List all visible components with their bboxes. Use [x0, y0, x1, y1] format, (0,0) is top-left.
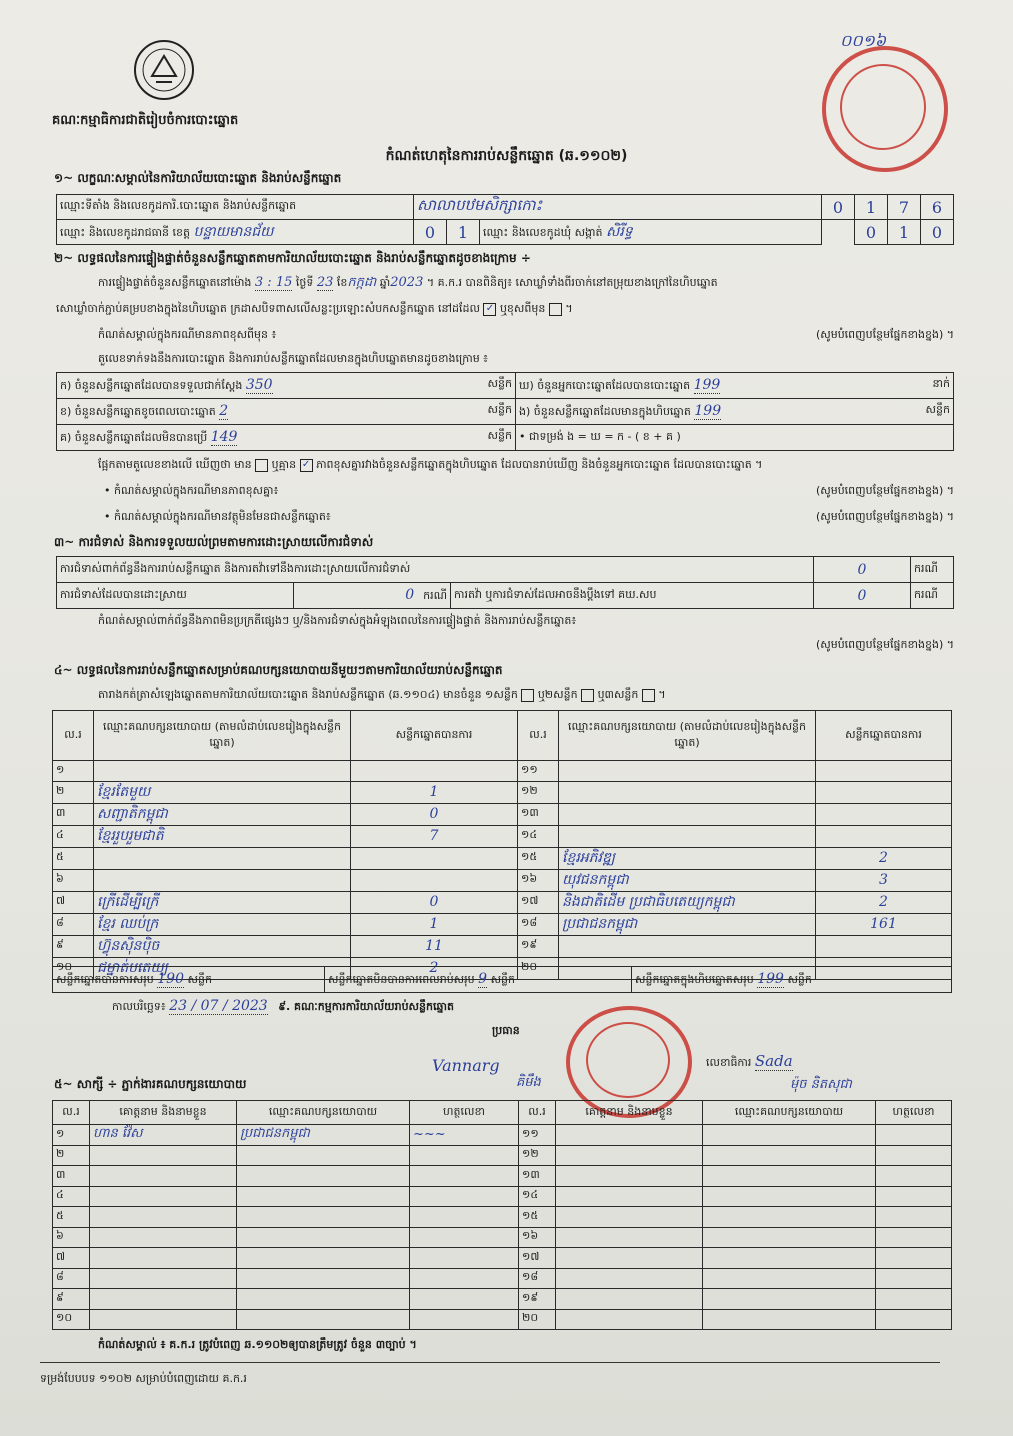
col-no: ល.រ: [53, 711, 94, 761]
seal-status-text: សោឃ្លាំចាក់ភ្ជាប់គម្របខាងក្នុងនៃហិបឆ្នោត ក្រដាសបិទពាសលើសន្លះប្រឡោះសំបកសន្លឹកឆ្នោត នៅដដែល: [56, 302, 480, 315]
witness-party: [237, 1166, 410, 1187]
witness-signature: [410, 1289, 519, 1310]
witness-party: [237, 1207, 410, 1228]
figure-label: ក) ចំនួនសន្លឹកឆ្នោតដែលបានទទួលជាក់ស្តែង: [60, 378, 243, 392]
unit: សន្លឹក: [490, 972, 516, 986]
difference-note-label: កំណត់សម្គាល់ក្នុងករណីមានភាពខុសពីមុន ៖: [98, 328, 277, 341]
figure-label: ឃ) ចំនួនអ្នកបោះឆ្នោតដែលបានបោះឆ្នោត: [519, 378, 691, 392]
total-invalid-value: 9: [478, 970, 488, 987]
witness-signature: [876, 1207, 952, 1228]
totals-table: [52, 966, 952, 993]
witness-name: [90, 1289, 237, 1310]
witness-name: [90, 1166, 237, 1187]
witness-party: [237, 1268, 410, 1289]
witness-signature: [410, 1166, 519, 1187]
unit: សន្លឹក: [925, 402, 950, 416]
witness-party: ប្រជាជនកម្ពុជា: [237, 1125, 410, 1146]
objection-label: ការជំទាស់ពាក់ព័ន្ធនឹងការរាប់សន្លឹកឆ្នោត និងការតវ៉ាទៅនឹងការដោះស្រាយលើការជំទាស់: [57, 557, 814, 583]
vote-count: 2: [816, 847, 952, 869]
col-no: ល.រ: [518, 711, 559, 761]
witness-signature: [410, 1227, 519, 1248]
commune-label: [480, 220, 822, 245]
check-time-label: ការផ្ទៀងផ្ទាត់ចំនួនសន្លឹកឆ្នោតនៅម៉ោង: [98, 276, 252, 289]
witness-signature: [876, 1186, 952, 1207]
form-label: ទម្រង់បែបបទ ១១០២ សម្រាប់បំពេញដោយ គ.ក.រ: [40, 1372, 247, 1385]
row-number: ១០: [53, 1309, 90, 1330]
witness-signature: [876, 1268, 952, 1289]
party-name: [559, 781, 816, 803]
vote-count: 2: [351, 957, 518, 979]
site-code-digit: 1: [855, 195, 888, 220]
party-name: [559, 761, 816, 782]
row-number: ១៤: [518, 825, 559, 847]
three-sheets-label: ឬ៣សន្លឹក: [597, 688, 639, 701]
vote-count: [816, 781, 952, 803]
vote-count: 2: [816, 891, 952, 913]
witness-party: [703, 1125, 876, 1146]
row-number: ៨: [53, 913, 94, 935]
check-month: កក្កដា: [347, 275, 377, 290]
appeal-count: 0: [814, 583, 911, 609]
table-row: [53, 913, 952, 935]
resolved-count: 0: [405, 586, 415, 603]
vote-count: 161: [816, 913, 952, 935]
unit: សន្លឹក: [487, 402, 512, 416]
table-row: [53, 935, 952, 957]
col-signature: ហត្ថលេខា: [410, 1101, 519, 1125]
has-difference-checkbox[interactable]: [255, 459, 268, 472]
row-number: ១៨: [518, 913, 559, 935]
different-label: ឬខុសពីមុន: [499, 302, 546, 315]
total-invalid: [325, 967, 632, 993]
row-number: ១៧: [518, 891, 559, 913]
vote-count: [816, 825, 952, 847]
two-sheets-checkbox[interactable]: [581, 689, 594, 702]
row-number: ១៤: [519, 1186, 556, 1207]
row-number: ១៦: [518, 869, 559, 891]
witness-name: [90, 1145, 237, 1166]
figure-row: [57, 399, 516, 425]
voters-voted: 199: [693, 376, 721, 393]
row-number: ៦: [53, 869, 94, 891]
no-difference-checkbox[interactable]: ✓: [300, 459, 313, 472]
footer-note: កំណត់សម្គាល់ ៖ គ.ក.រ ត្រូវបំពេញ ឆ.១១០២ឲ្យបានត្រឹមត្រូវ ចំនួន ៣ច្បាប់ ។: [98, 1338, 417, 1351]
irregularity-note: កំណត់សម្គាល់ពាក់ព័ន្ធនឹងភាពមិនប្រក្រតីផ្សេងៗ ឬ/និងការជំទាស់ក្នុងអំឡុងពេលនៃការផ្ទៀងផ្ទាត់ និងការរាប់សន្លឹកឆ្នោត៖: [98, 614, 577, 627]
witness-name: [556, 1145, 703, 1166]
row-number: ១: [53, 761, 94, 782]
col-votes: សន្លឹកឆ្នោតបានការ: [816, 711, 952, 761]
ballots-spoiled: 2: [219, 402, 229, 419]
witness-name: [90, 1248, 237, 1269]
total-valid: [53, 967, 325, 993]
commune-code-digit: 0: [921, 220, 954, 245]
col-no: ល.រ: [53, 1101, 90, 1125]
form-title: កំណត់ហេតុនៃការរាប់សន្លឹកឆ្នោត (ឆ.១១០២): [385, 148, 628, 164]
vote-count: 0: [351, 803, 518, 825]
total-box: [632, 967, 952, 993]
party-name: ខ្មែរអភិវឌ្ឍ: [559, 847, 816, 869]
witness-signature: [410, 1145, 519, 1166]
unit: សន្លឹក: [787, 972, 812, 986]
figure-label: គ) ចំនួនសន្លឹកឆ្នោតដែលមិនបានប្រើ: [60, 430, 208, 444]
party-name: ខ្មែរ ឈប់ក្រ: [94, 913, 351, 935]
row-number: ៤: [53, 1186, 90, 1207]
month-label: ខែ: [336, 276, 348, 289]
witness-name: [90, 1207, 237, 1228]
tally-note: តារាងកត់ត្រាសំឡេងឆ្នោតតាមការិយាល័យបោះឆ្នោត និងរាប់សន្លឹកឆ្នោត (ឆ.១១០៤) មានចំនួន ១សន្លឹក: [98, 688, 518, 701]
total-valid-value: 190: [157, 970, 184, 987]
party-name: ហ៊្វុនស៊ិនប៉ិច: [94, 935, 351, 957]
witness-party: [703, 1145, 876, 1166]
vote-count: 11: [351, 935, 518, 957]
three-sheets-checkbox[interactable]: [642, 689, 655, 702]
row-number: ១៣: [519, 1166, 556, 1187]
witness-name: [90, 1186, 237, 1207]
ballot-figures-table: [56, 372, 954, 451]
row-number: ១៩: [519, 1289, 556, 1310]
check-time-line: [98, 274, 958, 293]
row-number: ៩: [53, 1289, 90, 1310]
year-label: ឆ្នាំ: [379, 276, 391, 289]
witness-party: [237, 1227, 410, 1248]
province-code-digit: 1: [447, 220, 480, 245]
discrepancy-label: ផ្អែកតាមតួលេខខាងលើ ឃើញថា មាន: [98, 458, 252, 471]
date-label: កាលបរិច្ឆេទ៖: [112, 1000, 166, 1013]
party-name: [94, 869, 351, 891]
date-line: [112, 998, 454, 1016]
one-sheet-checkbox[interactable]: [521, 689, 534, 702]
witness-party: [703, 1227, 876, 1248]
row-number: ១៥: [518, 847, 559, 869]
section3-heading: ៣~ ការជំទាស់ និងការទទួលយល់ព្រមតាមការដោះស្រាយលើការជំទាស់: [54, 535, 374, 549]
total-valid-label: សន្លឹកឆ្នោតបានការសរុប: [56, 972, 154, 986]
row-number: ៥: [53, 1207, 90, 1228]
col-name: គោត្តនាម និងនាមខ្លួន: [90, 1101, 237, 1125]
site-code-digit: 7: [888, 195, 921, 220]
witness-party: [703, 1309, 876, 1330]
witness-party: [237, 1248, 410, 1269]
check-time: 3 : 15: [254, 275, 293, 290]
chair-name: គិមឹង: [516, 1075, 541, 1090]
chair-label: ប្រធាន: [492, 1024, 520, 1037]
witness-signature: [876, 1248, 952, 1269]
witness-signature: [410, 1186, 519, 1207]
objections-table: [56, 556, 954, 609]
section2-heading: ២~ លទ្ធផលនៃការផ្ទៀងផ្ទាត់ចំនួនសន្លឹកឆ្នោតតាមការិយាល័យបោះឆ្នោត និងរាប់សន្លឹកឆ្នោតដូចខាងក្រោម ÷: [54, 251, 531, 265]
tally-sheets-line: តារាងកត់ត្រាសំឡេងឆ្នោតតាមការិយាល័យបោះឆ្នោត និងរាប់សន្លឹកឆ្នោត (ឆ.១១០៤) មានចំនួន ១សន្លឹក ឬ២សន្លឹក ឬ៣សន្លឹក ។: [98, 688, 666, 701]
row-number: ១១: [518, 761, 559, 782]
fill-back-note: (សូមបំពេញបន្ថែមផ្នែកខាងខ្នង) ។: [815, 484, 954, 497]
party-name: ខ្មែរតែមួយ: [94, 781, 351, 803]
total-invalid-label: សន្លឹកឆ្នោតមិនបានការពេលរាប់សរុប: [328, 972, 475, 986]
different-checkbox[interactable]: [549, 303, 562, 316]
row-number: ២: [53, 781, 94, 803]
appeal-label: ការតវ៉ា ឬការជំទាស់ដែលអាចនឹងប្តឹងទៅ គឃ.សប: [451, 583, 814, 609]
table-row: [53, 1227, 952, 1248]
table-row: [53, 847, 952, 869]
col-party: ឈ្មោះគណបក្សនយោបាយ (តាមលំដាប់លេខរៀងក្នុងសន្លឹកឆ្នោត): [559, 711, 816, 761]
unit: សន្លឹក: [187, 972, 212, 986]
witness-name: ហាន វ៉ែស: [90, 1125, 237, 1146]
footer-divider: [40, 1362, 940, 1363]
secretary-line: [706, 1052, 793, 1072]
discrepancy-text: ភាពខុសគ្នារវាងចំនួនសន្លឹកឆ្នោតក្នុងហិបឆ្នោត ដែលបានរាប់ឃើញ និងចំនួនអ្នកបោះឆ្នោត ដែលបានបោះឆ្នោត ។: [316, 458, 763, 471]
witness-name: [556, 1207, 703, 1228]
witness-party: [703, 1166, 876, 1187]
row-number: ៨: [53, 1268, 90, 1289]
vote-count: 7: [351, 825, 518, 847]
row-number: ៧: [53, 891, 94, 913]
province-label-text: ឈ្មោះ និងលេខកូដរាជធានី ខេត្ត: [60, 225, 190, 239]
witness-name: [556, 1125, 703, 1146]
bullet-note-1-label: • កំណត់សម្គាល់ក្នុងករណីមានភាពខុសគ្នា៖: [104, 484, 279, 497]
figure-row: [516, 373, 954, 399]
unit: សន្លឹក: [487, 428, 512, 442]
row-number: ១៥: [519, 1207, 556, 1228]
vote-count: [351, 761, 518, 782]
corner-note: ០០១៦: [840, 31, 887, 50]
table-row: [53, 1289, 952, 1310]
objection-count: 0: [814, 557, 911, 583]
party-name: [559, 803, 816, 825]
row-number: ២០: [518, 957, 559, 979]
witness-party: [237, 1186, 410, 1207]
figure-row: [57, 425, 516, 451]
commune-code-digit: 1: [888, 220, 921, 245]
committee-name: គណៈកម្មាធិការជាតិរៀបចំការបោះឆ្នោត: [52, 113, 239, 128]
nec-logo-icon: [132, 38, 196, 102]
party-name: ប្រជាជនកម្ពុជា: [559, 913, 816, 935]
witness-name: [556, 1227, 703, 1248]
witness-name: [556, 1166, 703, 1187]
unit: ករណី: [423, 588, 447, 602]
party-name: [94, 761, 351, 782]
unit: នាក់: [932, 376, 950, 390]
section5-heading: ៥~ សាក្សី ÷ ភ្នាក់ងារគណបក្សនយោបាយ: [54, 1077, 247, 1091]
table-row: [53, 825, 952, 847]
col-name: គោត្តនាម និងនាមខ្លួន: [556, 1101, 703, 1125]
party-name: [94, 847, 351, 869]
witness-signature: ~~~: [410, 1125, 519, 1146]
witness-signature: [876, 1227, 952, 1248]
col-votes: សន្លឹកឆ្នោតបានការ: [351, 711, 518, 761]
witness-name: [556, 1268, 703, 1289]
witness-name: [556, 1248, 703, 1269]
unit: សន្លឹក: [487, 376, 512, 390]
row-number: ១៣: [518, 803, 559, 825]
col-party: ឈ្មោះគណបក្សនយោបាយ (តាមលំដាប់លេខរៀងក្នុងសន្លឹកឆ្នោត): [94, 711, 351, 761]
witness-party: [703, 1268, 876, 1289]
witness-party: [703, 1207, 876, 1228]
province-name: បន្ទាយមានជ័យ: [193, 223, 274, 240]
witness-signature: [876, 1145, 952, 1166]
witness-party: [237, 1289, 410, 1310]
col-party: ឈ្មោះគណបក្សនយោបាយ: [703, 1101, 876, 1125]
table-row: [53, 869, 952, 891]
total-box-value: 199: [757, 970, 784, 987]
total-box-label: សន្លឹកឆ្នោតក្នុងហិបឆ្នោតសរុប: [635, 972, 754, 986]
check-day: 23: [316, 275, 334, 290]
check-year: 2023: [390, 275, 424, 290]
row-number: ១៦: [519, 1227, 556, 1248]
table-row: [53, 891, 952, 913]
table-row: [53, 1309, 952, 1330]
section4-heading: ៤~ លទ្ធផលនៃការរាប់សន្លឹកឆ្នោតសម្រាប់គណបក្សនយោបាយនីមួយៗតាមការិយាល័យរាប់សន្លឹកឆ្នោត: [54, 663, 503, 677]
date-value: 23 / 07 / 2023: [169, 998, 268, 1014]
witness-signature: [410, 1207, 519, 1228]
figure-row: [516, 399, 954, 425]
vote-count: [816, 935, 952, 957]
ballots-in-box: 199: [694, 402, 722, 419]
witness-party: [703, 1289, 876, 1310]
site-code-digit: 0: [822, 195, 855, 220]
vote-count: [351, 869, 518, 891]
party-name: ខ្មែររួបរួមជាតិ: [94, 825, 351, 847]
site-label: ឈ្មោះទីតាំង និងលេខកូដការិ.បោះឆ្នោត និងរាប់សន្លឹកឆ្នោត: [57, 195, 414, 220]
row-number: ១២: [518, 781, 559, 803]
vote-count: 1: [351, 781, 518, 803]
province-label: [57, 220, 414, 245]
table-row: [53, 1186, 952, 1207]
row-number: ៦: [53, 1227, 90, 1248]
vote-count: [816, 803, 952, 825]
row-number: ១១: [519, 1125, 556, 1146]
figure-label: ខ) ចំនួនសន្លឹកឆ្នោតខូចពេលបោះឆ្នោត: [60, 404, 216, 418]
commune-label-text: ឈ្មោះ និងលេខកូដឃុំ សង្កាត់: [483, 225, 603, 239]
col-party: ឈ្មោះគណបក្សនយោបាយ: [237, 1101, 410, 1125]
commune-name: សិរីទ្ធ: [606, 223, 633, 240]
resolved-label: ការជំទាស់ដែលបានដោះស្រាយ: [57, 583, 294, 609]
bullet-note-2-label: • កំណត់សម្គាល់ក្នុងករណីមានវត្ថុមិនមែនជាសន្លឹកឆ្នោត៖: [104, 510, 331, 523]
witness-signature: [410, 1248, 519, 1269]
row-number: ៧: [53, 1248, 90, 1269]
witness-signature: [876, 1125, 952, 1146]
witness-party: [703, 1186, 876, 1207]
table-row: [53, 1207, 952, 1228]
vote-count: 0: [351, 891, 518, 913]
row-number: ១៩: [518, 935, 559, 957]
vote-count: [816, 761, 952, 782]
table-row: [53, 1166, 952, 1187]
chair-signature: Vannarg: [432, 1056, 500, 1075]
col-signature: ហត្ថលេខា: [876, 1101, 952, 1125]
unit: ករណី: [911, 583, 954, 609]
witness-signature: [410, 1268, 519, 1289]
row-number: ១: [53, 1125, 90, 1146]
row-number: ៩: [53, 935, 94, 957]
two-sheets-label: ឬ២សន្លឹក: [537, 688, 578, 701]
witness-party: [237, 1309, 410, 1330]
figure-row: [57, 373, 516, 399]
row-number: ៣: [53, 803, 94, 825]
party-name: យុវជនកម្ពុជា: [559, 869, 816, 891]
party-votes-table: [52, 710, 952, 980]
commune-code-digit: 0: [855, 220, 888, 245]
row-number: ៥: [53, 847, 94, 869]
bullet-note-2: [104, 510, 954, 526]
col-no: ល.រ: [519, 1101, 556, 1125]
difference-note-line: [98, 328, 954, 344]
row-number: ១៨: [519, 1268, 556, 1289]
row-number: ១០: [53, 957, 94, 979]
unit: ករណី: [911, 557, 954, 583]
vote-count: [351, 847, 518, 869]
witness-signature: [876, 1309, 952, 1330]
table-row: [53, 781, 952, 803]
section1-heading: ១~ លក្ខណៈសម្គាល់នៃការិយាល័យបោះឆ្នោត និងរាប់សន្លឹកឆ្នោត: [54, 171, 342, 185]
figures-intro: តួលេខទាក់ទងនឹងការបោះឆ្នោត និងការរាប់សន្លឹកឆ្នោតដែលមានក្នុងហិបឆ្នោតមានដូចខាងក្រោម ៖: [98, 352, 489, 365]
bullet-note-1: [104, 484, 954, 500]
day-label: ថ្ងៃទី: [295, 276, 314, 289]
witness-signature: [876, 1166, 952, 1187]
check-tail: ។ គ.ក.រ បានពិនិត្យ៖ សោឃ្លាំទាំងពីរចាក់នៅតម្រុយខាងក្រៅនៃហិបឆ្នោត: [426, 276, 718, 289]
secretary-label: លេខាធិការ: [706, 1056, 752, 1069]
site-name: សាលាបឋមសិក្សាកោះ: [414, 195, 822, 220]
witness-name: [90, 1227, 237, 1248]
party-name: ក្រើដើម្បីក្រើ: [94, 891, 351, 913]
row-number: ២: [53, 1145, 90, 1166]
row-number: ៣: [53, 1166, 90, 1187]
witness-name: [556, 1309, 703, 1330]
party-name: សញ្ជាតិកម្ពុជា: [94, 803, 351, 825]
table-row: [53, 1268, 952, 1289]
no-difference-label: ឬគ្មាន: [271, 458, 297, 471]
fill-back-note: (សូមបំពេញបន្ថែមផ្នែកខាងខ្នង) ។: [815, 510, 954, 523]
row-number: ១២: [519, 1145, 556, 1166]
figure-label: ង) ចំនួនសន្លឹកឆ្នោតដែលមានក្នុងហិបឆ្នោត: [519, 404, 691, 418]
row-number: ១៧: [519, 1248, 556, 1269]
party-name: [559, 935, 816, 957]
witness-party: [237, 1145, 410, 1166]
witness-signature: [876, 1289, 952, 1310]
table-row: [53, 1145, 952, 1166]
seal-status-line: សោឃ្លាំចាក់ភ្ជាប់គម្របខាងក្នុងនៃហិបឆ្នោត ក្រដាសបិទពាសលើសន្លះប្រឡោះសំបកសន្លឹកឆ្នោត នៅដដែល ✓ ឬខុសពីមុន ។: [56, 302, 573, 315]
witness-party: [703, 1248, 876, 1269]
commission-label: ៩. គណៈកម្មការការិយាល័យរាប់សន្លឹកឆ្នោត: [278, 1000, 454, 1013]
site-code-digit: 6: [921, 195, 954, 220]
secretary-name: ម៉ុច និតសុជា: [790, 1077, 852, 1092]
fill-back-note: (សូមបំពេញបន្ថែមផ្នែកខាងខ្នង) ។: [815, 328, 954, 341]
row-number: ៤: [53, 825, 94, 847]
witness-name: [556, 1289, 703, 1310]
vote-count: 3: [816, 869, 952, 891]
secretary-signature: Sada: [754, 1052, 793, 1070]
party-name: និងជាតិដើម ប្រជាធិបតេយ្យកម្ពុជា: [559, 891, 816, 913]
section1-table: [56, 194, 954, 245]
formula: • ជាទម្រង់ ង = ឃ = ក - ( ខ + គ ): [516, 425, 954, 451]
same-checkbox[interactable]: ✓: [483, 303, 496, 316]
ballots-unused: 149: [210, 428, 238, 445]
table-row: [53, 803, 952, 825]
witness-table: [52, 1100, 952, 1330]
discrepancy-line: [98, 458, 762, 474]
fill-back-note: (សូមបំពេញបន្ថែមផ្នែកខាងខ្នង) ។: [815, 638, 954, 651]
province-code-digit: 0: [414, 220, 447, 245]
party-name: ជម្នាត់បតេយ្យ: [94, 957, 351, 979]
party-name: [559, 825, 816, 847]
witness-name: [90, 1268, 237, 1289]
vote-count: 1: [351, 913, 518, 935]
table-row: [53, 1248, 952, 1269]
ballots-received: 350: [245, 376, 273, 393]
witness-name: [90, 1309, 237, 1330]
row-number: ២០: [519, 1309, 556, 1330]
table-row: [53, 761, 952, 782]
table-row: [53, 1125, 952, 1146]
witness-name: [556, 1186, 703, 1207]
witness-signature: [410, 1309, 519, 1330]
